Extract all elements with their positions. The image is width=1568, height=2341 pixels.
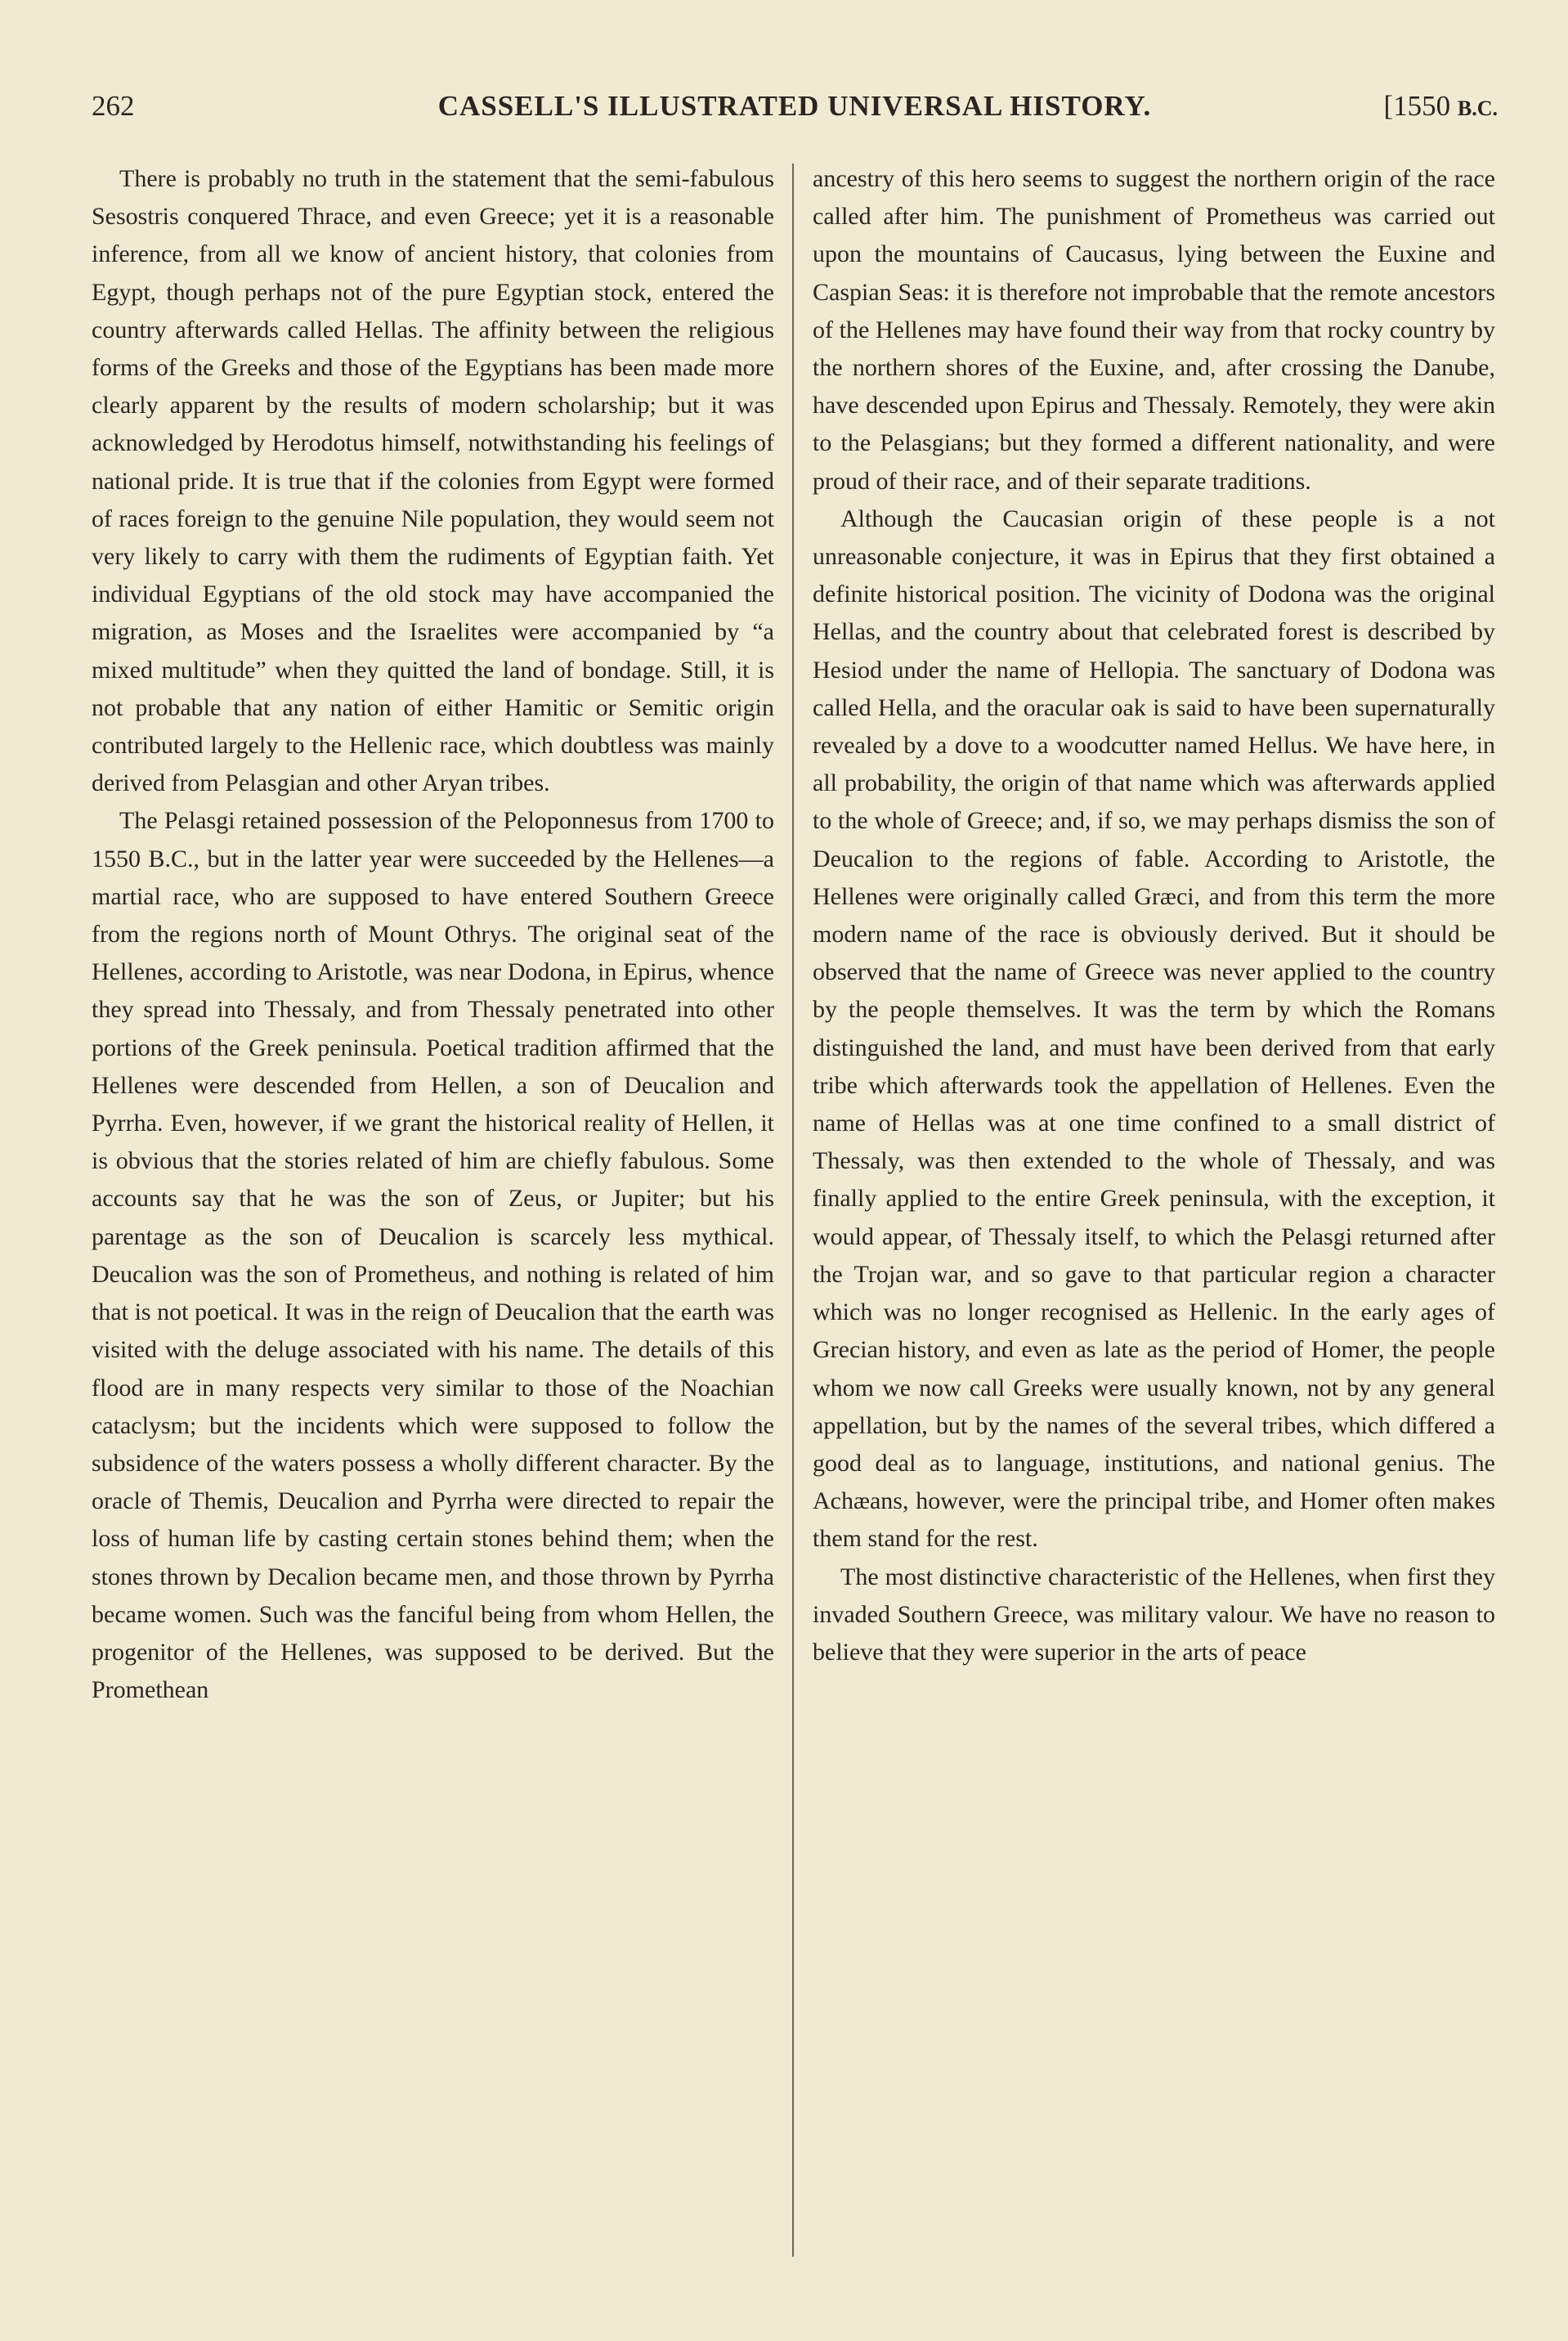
left-paragraph-2: The Pelasgi retained possession of the Peloponnesus from 1700 to 1550 B.C., but in the latter year were succeeded by the Hellenes—a martial race, who are supposed to have entered Southern Greece from the regions north of Mount Othrys. The original seat of the Hellenes, according to Aristotle, was near Dodona, in Epirus, whence they spread into Thessaly, and from Thessaly penetrated into other portions of the Greek peninsula. Poetical tradition affirmed that the Hellenes were descended from Hellen, a son of Deucalion and Pyrrha. Even, however, if we grant the historical reality of Hellen, it is obvious that the stories related of him are chiefly fabulous. Some accounts say that he was the son of Zeus, or Jupiter; but his parentage as the son of Deucalion is scarcely less mythical. Deucalion was the son of Prometheus, and nothing is related of him that is not poetical. It was in the reign of Deucalion that the earth was visited with the deluge associated with his name. The details of this flood are in many respects very similar to those of the Noachian cataclysm; but the incidents which were supposed to follow the subsidence of the waters possess a wholly different character. By the oracle of Themis, Deucalion and Pyrrha were directed to repair the loss of human life by casting certain stones behind them; when the stones thrown by Decalion became men, and those thrown by Pyrrha became women. Such was the fanciful being from whom Hellen, the progenitor of the Hellenes, was supposed to be derived. But the Promethean	[92, 807, 774, 1704]
running-title: CASSELL'S ILLUSTRATED UNIVERSAL HISTORY.	[437, 90, 1152, 122]
date-marker-year: [1550	[1383, 90, 1451, 122]
right-paragraph-2: Although the Caucasian origin of these people is a not unreasonable conjecture, it was in Epirus that they first obtained a definite historical position. The vicinity of Dodona was the original Hellas, and the country about that celebrated forest is described by Hesiod under the name of Hellopia. The sanctuary of Dodona was called Hella, and the oracular oak is said to have been supernaturally revealed by a dove to a woodcutter named Hellus. We have here, in all probability, the origin of that name which was afterwards applied to the whole of Greece; and, if so, we may perhaps dismiss the son of Deucalion to the regions of fable. According to Aristotle, the Hellenes were originally called Græci, and from this term the more modern name of the race is obviously derived. But it should be observed that the name of Greece was never applied to the country by the people themselves. It was the term by which the Romans distinguished the land, and must have been derived from that early tribe which afterwards took the appellation of Hellenes. Even the name of Hellas was at one time confined to a small district of Thessaly, was then extended to the whole of Thessaly, and was finally applied to the entire Greek peninsula, with the exception, it would appear, of Thessaly itself, to which the Pelasgi returned after the Trojan war, and so gave to that particular region a character which was no longer recognised as Hellenic. In the early ages of Grecian history, and even as late as the period of Homer, the people whom we now call Greeks were usually known, not by any general appellation, but by the names of the several tribes, which differed a good deal as to language, institutions, and national genius. The Achæans, however, were the principal tribe, and Homer often makes them stand for the rest.	[813, 505, 1495, 1553]
date-marker-era: B.C.	[1457, 96, 1498, 120]
right-paragraph-1: ancestry of this hero seems to suggest the northern origin of the race called after him. The punishment of Prometheus was carried out upon the mountains of Caucasus, lying between the Euxine and Caspian Seas: it is therefore not improbable that the remote ancestors of the Hellenes may have found their way from that rocky country by the northern shores of the Euxine, and, after crossing the Danube, have descended upon Epirus and Thessaly. Remotely, they were akin to the Pelasgians; but they formed a different nationality, and were proud of their race, and of their separate traditions.	[813, 165, 1495, 495]
left-column	[92, 160, 774, 1709]
left-paragraph-1: There is probably no truth in the statement that the semi-fabulous Sesostris conquered Thrace, and even Greece; yet it is a reasonable inference, from all we know of ancient history, that colonies from Egypt, though perhaps not of the pure Egyptian stock, entered the country afterwards called Hellas. The affinity between the religious forms of the Greeks and those of the Egyptians has been made more clearly apparent by the results of modern scholarship; but it was acknowledged by Herodotus himself, notwithstanding his feelings of national pride. It is true that if the colonies from Egypt were formed of races foreign to the genuine Nile population, they would seem not very likely to carry with them the rudiments of Egyptian faith. Yet individual Egyptians of the old stock may have accompanied the migration, as Moses and the Israelites were accompanied by “a mixed multitude” when they quitted the land of bondage. Still, it is not probable that any nation of either Hamitic or Semitic origin contributed largely to the Hellenic race, which doubtless was mainly derived from Pelasgian and other Aryan tribes.	[92, 165, 774, 797]
right-column	[813, 160, 1495, 1671]
column-divider	[792, 164, 794, 2257]
date-marker	[1383, 85, 1498, 130]
page-number: 262	[92, 90, 135, 122]
right-paragraph-3: The most distinctive characteristic of the Hellenes, when first they invaded Southern Greece, was military valour. We have no reason to believe that they were superior in the arts of peace	[813, 1563, 1495, 1666]
page-header	[92, 85, 1498, 128]
